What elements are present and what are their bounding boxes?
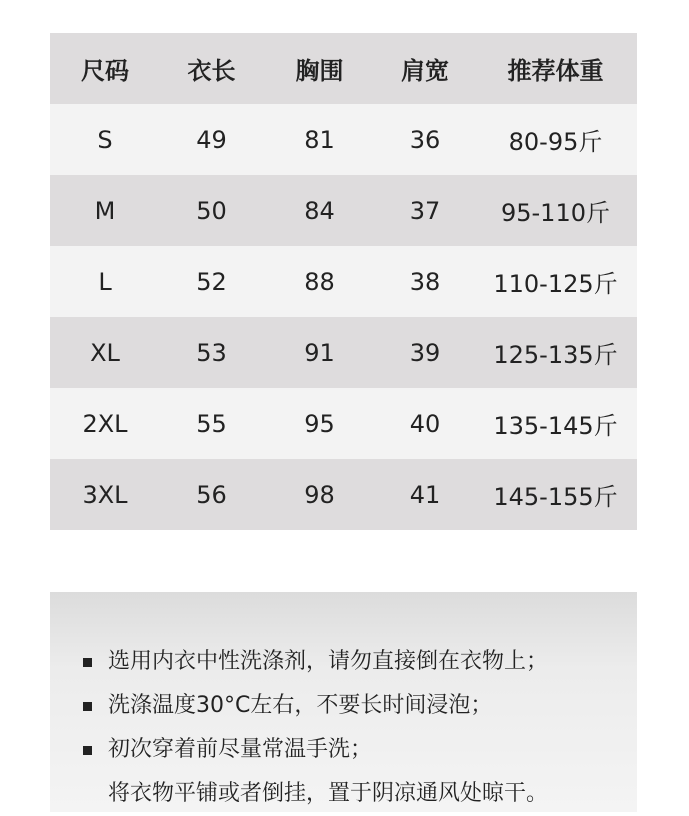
cell-size: M bbox=[94, 196, 116, 225]
cell-weight: 135-145斤 bbox=[493, 412, 618, 440]
cell-size: S bbox=[97, 125, 113, 154]
cell-length: 55 bbox=[196, 409, 227, 438]
cell-weight: 110-125斤 bbox=[493, 270, 618, 298]
table-row bbox=[50, 175, 637, 246]
table-row bbox=[50, 388, 637, 459]
care-item-text: 初次穿着前尽量常温手洗； bbox=[108, 737, 373, 762]
bullet-square-icon bbox=[83, 746, 92, 755]
cell-shoulder: 36 bbox=[409, 125, 441, 154]
care-list bbox=[50, 640, 548, 772]
list-item bbox=[50, 728, 548, 772]
list-item bbox=[50, 640, 548, 684]
care-item-text: 洗涤温度30°C左右，不要长时间浸泡； bbox=[108, 693, 493, 718]
cell-chest: 81 bbox=[304, 125, 335, 154]
table-row bbox=[50, 246, 637, 317]
care-item-text: 选用内衣中性洗涤剂，请勿直接倒在衣物上； bbox=[108, 649, 549, 674]
cell-weight: 95-110斤 bbox=[500, 199, 610, 227]
cell-chest: 91 bbox=[304, 338, 335, 367]
header-size: 尺码 bbox=[81, 57, 129, 85]
cell-size: 2XL bbox=[82, 409, 128, 438]
header-chest: 胸围 bbox=[295, 57, 344, 85]
cell-size: 3XL bbox=[82, 480, 128, 509]
cell-size: L bbox=[98, 267, 112, 296]
header-weight: 推荐体重 bbox=[507, 57, 604, 85]
cell-chest: 95 bbox=[304, 409, 335, 438]
cell-shoulder: 41 bbox=[409, 480, 441, 509]
table-row bbox=[50, 459, 637, 530]
cell-length: 52 bbox=[196, 267, 227, 296]
cell-chest: 84 bbox=[304, 196, 335, 225]
cell-chest: 98 bbox=[304, 480, 335, 509]
cell-weight: 145-155斤 bbox=[493, 483, 618, 511]
cell-shoulder: 37 bbox=[409, 196, 441, 225]
table-row bbox=[50, 104, 637, 175]
cell-length: 49 bbox=[196, 125, 227, 154]
cell-length: 56 bbox=[196, 480, 227, 509]
header-shoulder: 肩宽 bbox=[401, 57, 449, 85]
list-item bbox=[50, 684, 548, 728]
header-length: 衣长 bbox=[187, 57, 236, 85]
cell-chest: 88 bbox=[304, 267, 335, 296]
bullet-square-icon bbox=[83, 702, 92, 711]
cell-length: 53 bbox=[196, 338, 227, 367]
cell-shoulder: 40 bbox=[409, 409, 441, 438]
care-continuation-text: 将衣物平铺或者倒挂，置于阴凉通风处晾干。 bbox=[108, 781, 549, 806]
bullet-square-icon bbox=[83, 658, 92, 667]
table-row bbox=[50, 317, 637, 388]
table-header-row bbox=[50, 33, 637, 104]
cell-length: 50 bbox=[196, 196, 227, 225]
cell-weight: 125-135斤 bbox=[493, 341, 618, 369]
cell-size: XL bbox=[90, 338, 120, 367]
size-chart-table bbox=[50, 33, 637, 530]
care-instructions-card bbox=[50, 592, 637, 812]
cell-shoulder: 38 bbox=[409, 267, 441, 296]
cell-weight: 80-95斤 bbox=[508, 128, 603, 156]
cell-shoulder: 39 bbox=[409, 338, 441, 367]
